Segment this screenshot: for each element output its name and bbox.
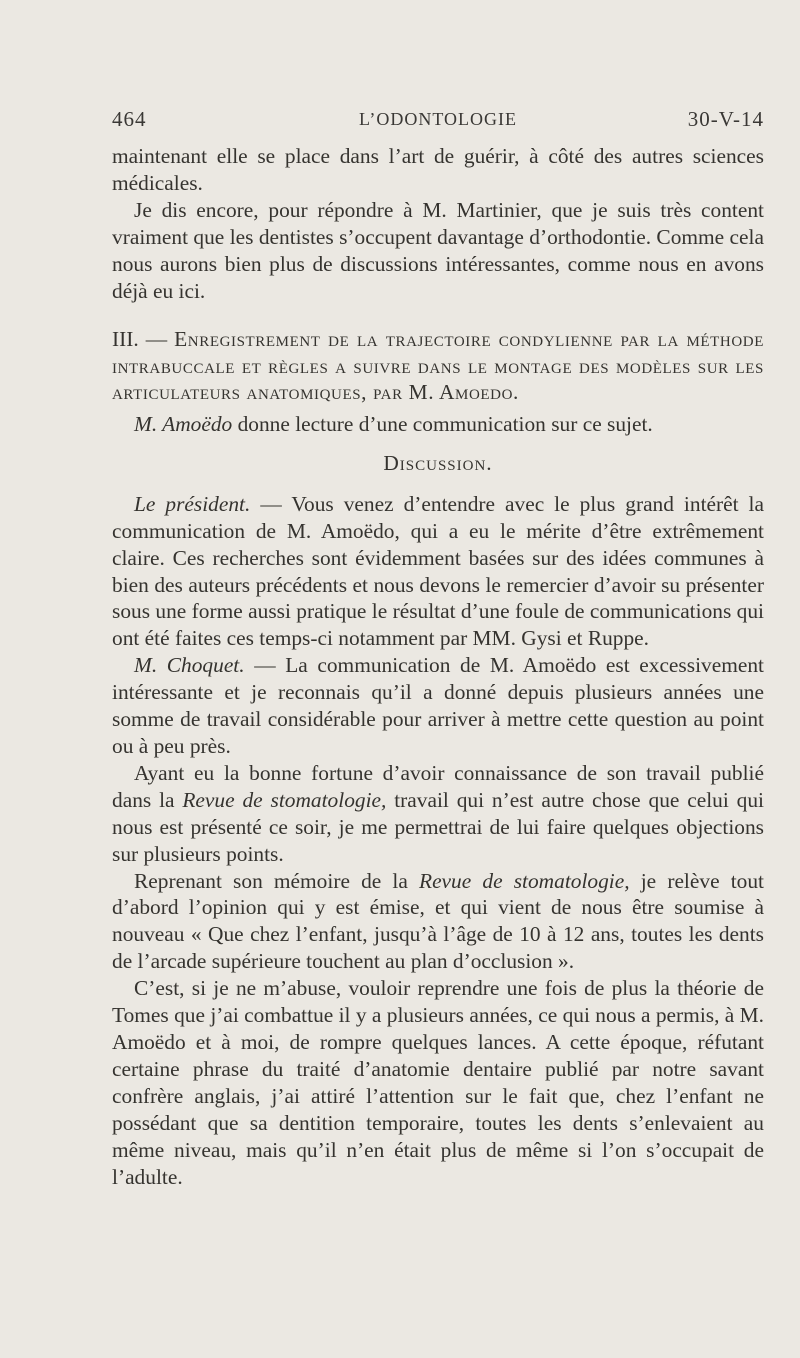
paragraph-orthodontie: Je dis encore, pour répondre à M. Martinier, que je suis très content vraiment que les dentistes s’occupent davantage d’orthodontie. Comme cela nous aurons bien plus de discussions intéressantes, comme nous en avons déjà eu ici. — [112, 197, 764, 303]
running-title: L’ODONTOLOGIE — [359, 109, 517, 129]
paragraph-text: — Vous venez d’entendre avec le plus grand intérêt la communication de M. Amoëdo, qui a eu le mérite d’être extrêmement claire. Ces recherches sont évidemment basées sur des idées communes à bien des auteurs précédents et nous devons le remercier d’avoir su présenter sous une forme aussi pratique le résultat d’une foule de communications qui ont été faites ces temps-ci notamment par MM. Gysi et Ruppe. — [112, 491, 764, 651]
speaker-name: M. Amoëdo — [134, 412, 233, 437]
journal-title: Revue de stomatologie, — [182, 787, 387, 812]
paragraph-president — [112, 491, 764, 652]
speaker-name: M. Choquet. — [134, 653, 245, 678]
paragraph-revue-2 — [112, 868, 764, 976]
paragraph-continuation: maintenant elle se place dans l’art de guérir, à côté des autres sciences médicales. — [112, 144, 764, 195]
paragraph-choquet — [112, 652, 764, 760]
paragraph-text: je relève tout d’abord l’opinion qui y est émise, et qui vient de nous être soumise à nouveau « Que chez l’enfant, jusqu’à l’âge de 10 à 12 ans, toutes les dents de l’arcade supérieure touchent au plan d’occlusion ». — [112, 868, 764, 974]
paragraph-text: Ayant eu la bonne fortune d’avoir connaissance de son travail publié dans la — [112, 760, 764, 812]
paragraph-text: Reprenant son mémoire de la — [134, 868, 419, 893]
issue-date: 30-V-14 — [687, 107, 764, 131]
page-header — [112, 104, 764, 134]
page-number: 464 — [112, 107, 147, 131]
section-number: III. — — [112, 327, 168, 352]
section-title: Enregistrement de la trajectoire condylienne par la méthode intrabuccale et règles a suivre dans le montage des modèles sur les articulateurs anatomiques, par M. Amoedo. — [112, 327, 764, 404]
paragraph-revue-1 — [112, 760, 764, 868]
journal-title: Revue de stomatologie, — [419, 868, 630, 893]
discussion-heading: Discussion. — [383, 450, 493, 475]
paragraph-text: donne lecture d’une communication sur ce sujet. — [232, 412, 653, 437]
paragraph-text: — La communication de M. Amoëdo est excessivement intéressante et je reconnais qu’il a donné depuis plusieurs années une somme de travail considérable pour arriver à mettre cette question au point ou à peu près. — [112, 653, 764, 759]
page-body — [112, 143, 764, 1190]
section-heading — [112, 326, 764, 405]
paragraph-tomes: C’est, si je ne m’abuse, vouloir reprendre une fois de plus la théorie de Tomes que j’ai combattue il y a plusieurs années, ce qui nous a permis, à M. Amoëdo et à moi, de rompre quelques lances. A cette époque, réfutant certaine phrase du traité d’anatomie dentaire publié par notre savant confrère anglais, j’ai attiré l’attention sur le fait que, chez l’enfant ne possédant que sa dentition temporaire, toutes les dents s’enlevaient au même niveau, mais qu’il n’en était plus de même si l’on s’occupait de l’adulte. — [112, 976, 764, 1189]
speaker-name: Le président. — [134, 491, 251, 516]
paragraph-text: travail qui n’est autre chose que celui qui nous est présenté ce soir, je me permettrai de lui faire quelques objections sur plusieurs points. — [112, 787, 764, 866]
paragraph-amoedo-reading — [112, 411, 764, 438]
